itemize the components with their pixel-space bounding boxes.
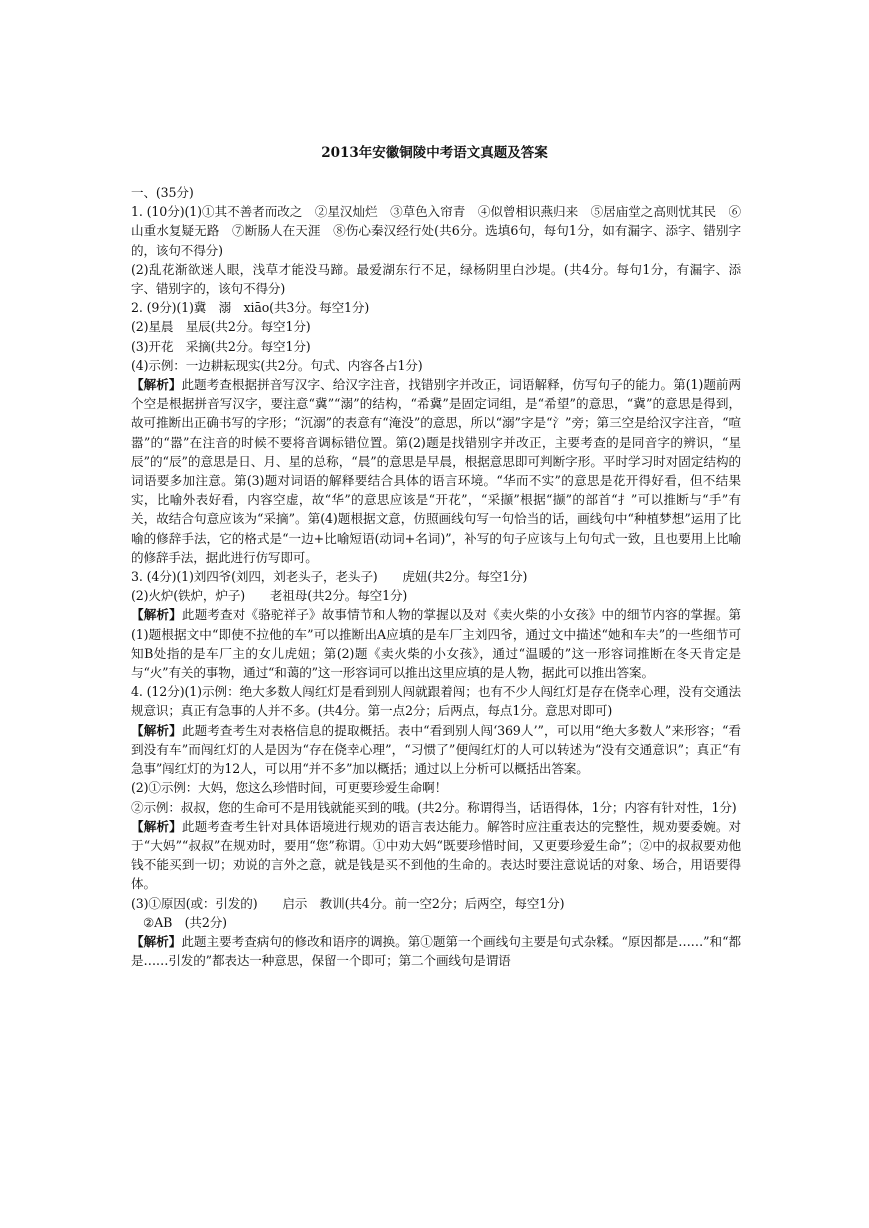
paragraph-text: (2)①示例：大妈，您这么珍惜时间，可更要珍爱生命啊！: [131, 780, 448, 796]
paragraph: [131, 586, 741, 605]
paragraph-text: 此题考查考生针对具体语境进行规劝的语言表达能力。解答时应注重表达的完整性，规劝要委婉。对于“大妈”“叔叔”在规劝时，要用“您”称谓。①中劝大妈“既要珍惜时间，又更要珍爱生命”；②中的叔叔要劝他钱不能买到一切；劝说的言外之意，就是钱是买不到他的生命的。表达时要注意说话的对象、场合，用语要得体。: [131, 818, 741, 892]
paragraph-text: 1. (10分)(1)①其不善者而改之 ②星汉灿烂 ③草色入帘青 ④似曾相识燕归来 ⑤居庙堂之高则忧其民 ⑥山重水复疑无路 ⑦断肠人在天涯 ⑧伤心秦汉经行处(共6分。选填6句，每句1分，如有漏字、添字、错别字的，该句不得分): [131, 204, 741, 258]
paragraph-text: 一、(35分): [131, 185, 194, 200]
paragraph: [131, 183, 741, 202]
paragraph: [131, 721, 741, 779]
paragraph: [131, 605, 741, 682]
paragraph: [131, 817, 741, 894]
paragraph-text: 4. (12分)(1)示例：绝大多数人闯红灯是看到别人闯就跟着闯；也有不少人闯红灯是存在侥幸心理，没有交通法规意识；真正有急事的人并不多。(共4分。第一点2分；后两点，每点1分。意思对即可): [131, 684, 741, 719]
paragraph: [131, 778, 741, 797]
paragraph-text: (2)星晨 星辰(共2分。每空1分): [131, 319, 311, 335]
paragraph: [131, 932, 741, 970]
paragraph-text: (3)①原因(或：引发的) 启示 教训(共4分。前一空2分；后两空，每空1分): [131, 895, 565, 911]
analysis-tag: 【解析】: [131, 377, 182, 393]
paragraph: [131, 894, 741, 913]
paragraph-text: (2)乱花渐欲迷人眼，浅草才能没马蹄。最爱湖东行不足，绿杨阴里白沙堤。(共4分。每句1分，有漏字、添字、错别字的，该句不得分): [131, 261, 741, 297]
paragraph-text: ②示例：叔叔，您的生命可不是用钱就能买到的哦。(共2分。称谓得当，话语得体，1分；内容有针对性，1分): [131, 799, 737, 815]
paragraph: [131, 913, 741, 932]
document-body: [131, 183, 741, 970]
paragraph-text: (4)示例：一边耕耘现实(共2分。句式、内容各占1分): [131, 357, 423, 373]
analysis-tag: 【解析】: [131, 818, 182, 834]
paragraph: [131, 317, 741, 336]
paragraph: [131, 260, 741, 298]
analysis-tag: 【解析】: [131, 607, 182, 623]
paragraph: [131, 375, 741, 567]
paragraph-text: 此题考查考生对表格信息的提取概括。表中“看到别人闯‘369人’”，可以用“绝大多数人”来形容；“看到没有车”而闯红灯的人是因为“存在侥幸心理”，“习惯了”便闯红灯的人可以转述为“没有交通意识”；真正“有急事”闯红灯的为12人，可以用“并不多”加以概括；通过以上分析可以概括出答案。: [131, 722, 741, 777]
paragraph: [131, 682, 741, 720]
paragraph-text: 此题考查根据拼音写汉字、给汉字注音，找错别字并改正，词语解释，仿写句子的能力。第(1)题前两个空是根据拼音写汉字，要注意“冀”“溺”的结构，“希冀”是固定词组，是“希望”的意思，“冀”的意思是得到，故可推断出正确书写的字形；“沉溺”的表意有“淹没”的意思，所以“溺”字是“氵”旁；第三空是给汉字注音，“喧嚣”的“嚣”在注音的时候不要将音调标错位置。第(2)题是找错别字并改正，主要考查的是同音字的辨识，“星辰”的“辰”的意思是日、月、星的总称，“晨”的意思是早晨，根据意思即可判断字形。平时学习时对固定结构的词语要多加注意。第(3)题对词语的解释要结合具体的语言环境。“华而不实”的意思是花开得好看，但不结果实，比喻外表好看，内容空虚，故“华”的意思应该是“开花”，“采撷”根据“撷”的部首“扌”可以推断与“手”有关，故结合句意应该为“采摘”。第(4)题根据文意，仿照画线句写一句恰当的话，画线句中“种植梦想”运用了比喻的修辞手法，它的格式是“一边+比喻短语(动词+名词)”，补写的句子应该与上句句式一致，且也要用上比喻的修辞手法，据此进行仿写即可。: [131, 377, 741, 565]
paragraph: [131, 798, 741, 817]
paragraph: [131, 567, 741, 586]
paragraph: [131, 337, 741, 356]
paragraph-text: ②AB (共2分): [143, 914, 227, 930]
paragraph: [131, 298, 741, 317]
paragraph-text: 3. (4分)(1)刘四爷(刘四，刘老头子，老头子) 虎妞(共2分。每空1分): [131, 569, 528, 585]
paragraph-text: 2. (9分)(1)冀 溺 xiāo(共3分。每空1分): [131, 300, 370, 316]
paragraph-text: 此题考查对《骆驼祥子》故事情节和人物的掌握以及对《卖火柴的小女孩》中的细节内容的掌握。第(1)题根据文中“即使不拉他的车”可以推断出A应填的是车厂主刘四爷，通过文中描述“她和车夫”的一些细节可知B处指的是车厂主的女儿虎妞；第(2)题《卖火柴的小女孩》，通过“温暖的”这一形容词推断在冬天肯定是与“火”有关的事物，通过“和蔼的”这一形容词可以推出这里应填的是人物，据此可以推出答案。: [131, 607, 741, 681]
document-title: 2013年安徽铜陵中考语文真题及答案: [321, 145, 548, 161]
paragraph-text: (2)火炉(铁炉，炉子) 老祖母(共2分。每空1分): [131, 588, 408, 604]
paragraph-text: 此题主要考查病句的修改和语序的调换。第①题第一个画线句主要是句式杂糅。“原因都是……”和“都是……引发的”都表达一种意思，保留一个即可；第二个画线句是谓语: [131, 933, 741, 969]
paragraph: [131, 202, 741, 260]
paragraph-text: (3)开花 采摘(共2分。每空1分): [131, 338, 311, 354]
analysis-tag: 【解析】: [131, 933, 182, 949]
paragraph: [131, 356, 741, 375]
analysis-tag: 【解析】: [131, 722, 182, 738]
